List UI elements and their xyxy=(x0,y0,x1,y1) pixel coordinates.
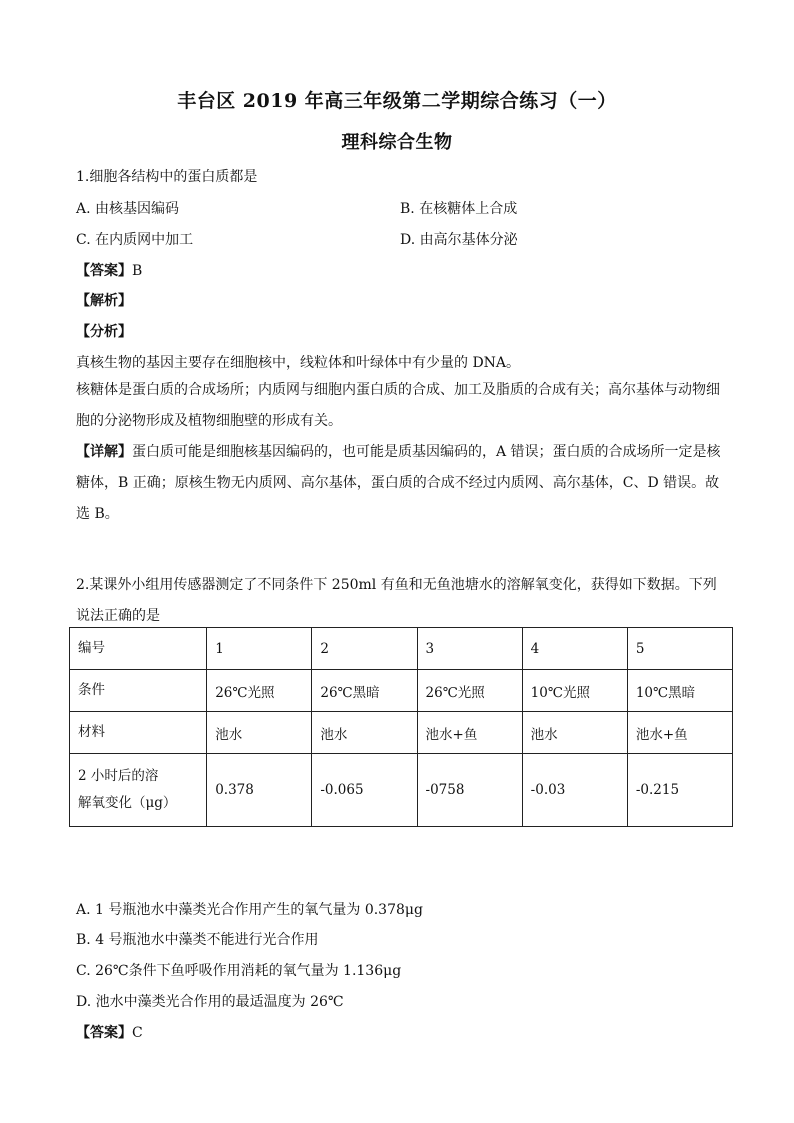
table-cell: 条件 xyxy=(70,670,207,712)
table-cell: 1 xyxy=(207,628,312,670)
detail-label: 【详解】 xyxy=(76,444,132,460)
table-row xyxy=(70,670,733,712)
q2-answer xyxy=(76,1022,143,1042)
table-cell: 池水 xyxy=(207,712,312,754)
row-label-line-2: 解氧变化（μg） xyxy=(78,795,177,811)
table-row xyxy=(70,712,733,754)
q2-option-a: A. 1 号瓶池水中藻类光合作用产生的氧气量为 0.378μg xyxy=(76,902,423,918)
answer-value: B xyxy=(132,263,143,279)
table-cell: 材料 xyxy=(70,712,207,754)
table-cell: 2 xyxy=(312,628,417,670)
table-cell: -0.03 xyxy=(522,754,627,827)
answer-label: 【答案】 xyxy=(76,263,132,279)
q2-option-b: B. 4 号瓶池水中藻类不能进行光合作用 xyxy=(76,932,319,948)
table-row xyxy=(70,754,733,827)
page-title: 丰台区 2019 年高三年级第二学期综合练习（一） xyxy=(177,90,617,112)
table-cell: -0.065 xyxy=(312,754,417,827)
detail-text: 蛋白质可能是细胞核基因编码的，也可能是质基因编码的，A 错误；蛋白质的合成场所一定是核糖体，B 正确；原核生物无内质网、高尔基体，蛋白质的合成不经过内质网、高尔基体，C、D 错误。故选 B。 xyxy=(76,444,721,522)
table-cell: -0.215 xyxy=(627,754,732,827)
table-cell: 5 xyxy=(627,628,732,670)
table-cell: 池水+鱼 xyxy=(627,712,732,754)
table-cell: -0758 xyxy=(417,754,522,827)
table-cell xyxy=(70,754,207,827)
table-cell: 池水 xyxy=(522,712,627,754)
table-cell: 池水 xyxy=(312,712,417,754)
q1-stem: 1.细胞各结构中的蛋白质都是 xyxy=(76,169,258,185)
answer-label: 【答案】 xyxy=(76,1025,132,1041)
table-cell: 3 xyxy=(417,628,522,670)
table-cell: 10℃光照 xyxy=(522,670,627,712)
q1-fenxi-label: 【分析】 xyxy=(76,324,132,340)
q1-answer xyxy=(76,260,142,280)
q1-fenxi-text-1: 真核生物的基因主要存在细胞核中，线粒体和叶绿体中有少量的 DNA。 xyxy=(76,355,521,371)
table-cell: 26℃光照 xyxy=(207,670,312,712)
answer-value: C xyxy=(132,1025,143,1041)
q1-option-a: A. 由核基因编码 xyxy=(76,201,180,217)
q1-option-c: C. 在内质网中加工 xyxy=(76,232,194,248)
table-row xyxy=(70,628,733,670)
table-cell: 10℃黑暗 xyxy=(627,670,732,712)
data-table xyxy=(69,627,733,827)
q1-fenxi-text-2: 核糖体是蛋白质的合成场所；内质网与细胞内蛋白质的合成、加工及脂质的合成有关；高尔基体与动物细胞的分泌物形成及植物细胞壁的形成有关。 xyxy=(76,382,720,429)
table-cell: 编号 xyxy=(70,628,207,670)
page-subtitle: 理科综合生物 xyxy=(341,132,453,153)
q1-jiexi-label: 【解析】 xyxy=(76,293,132,309)
row-label-line-1: 2 小时后的溶 xyxy=(78,768,159,784)
q2-stem: 2.某课外小组用传感器测定了不同条件下 250ml 有鱼和无鱼池塘水的溶解氧变化，获得如下数据。下列说法正确的是 xyxy=(76,577,717,624)
table-cell: 4 xyxy=(522,628,627,670)
q1-option-d: D. 由高尔基体分泌 xyxy=(400,232,518,248)
q2-option-d: D. 池水中藻类光合作用的最适温度为 26℃ xyxy=(76,994,344,1010)
q1-option-b: B. 在核糖体上合成 xyxy=(400,201,518,217)
table-cell: 26℃光照 xyxy=(417,670,522,712)
table-cell: 26℃黑暗 xyxy=(312,670,417,712)
q2-option-c: C. 26℃条件下鱼呼吸作用消耗的氧气量为 1.136μg xyxy=(76,963,402,979)
table-cell: 池水+鱼 xyxy=(417,712,522,754)
table-cell: 0.378 xyxy=(207,754,312,827)
q1-detail xyxy=(76,437,726,530)
